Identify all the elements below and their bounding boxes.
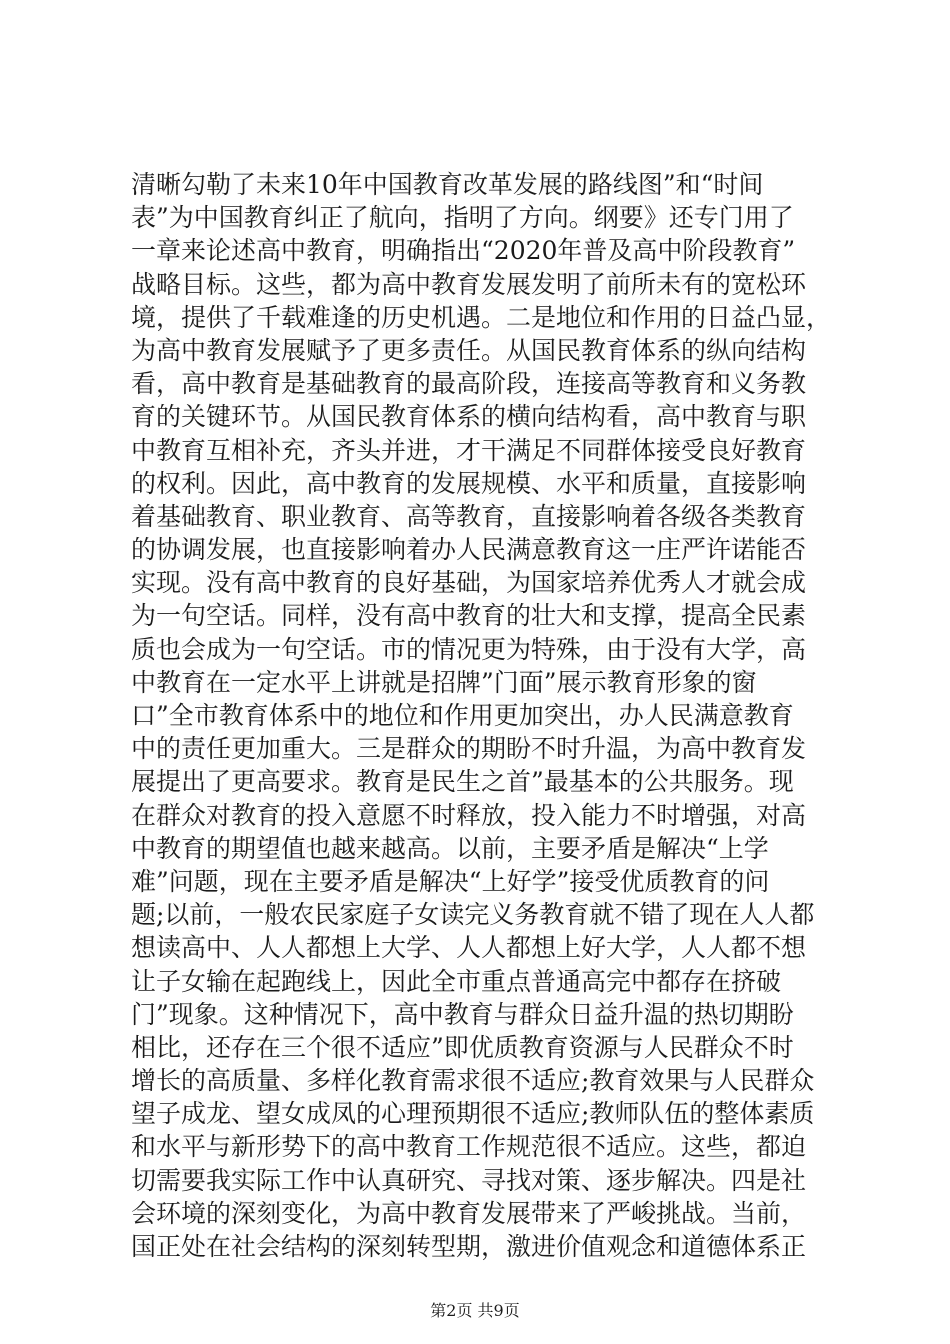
text-line: 着基础教育、职业教育、高等教育，直接影响着各级各类教育 (131, 501, 807, 531)
text-line: 中教育互相补充，齐头并进，才干满足不同群体接受良好教育 (131, 435, 807, 465)
text-line: 看，高中教育是基础教育的最高阶段，连接高等教育和义务教 (131, 369, 807, 399)
text-line: 境，提供了千载难逢的历史机遇。二是地位和作用的日益凸显， (131, 302, 832, 332)
text-line: 口”全市教育体系中的地位和作用更加突出，办人民满意教育 (131, 701, 794, 730)
text-line: 题;以前，一般农民家庭子女读完义务教育就不错了现在人人都 (131, 900, 815, 930)
text-line: 增长的高质量、多样化教育需求很不适应;教育效果与人民群众 (131, 1066, 815, 1096)
text-line: 门”现象。这种情况下，高中教育与群众日益升温的热切期盼 (131, 999, 794, 1029)
text-line: 相比，还存在三个很不适应”即优质教育资源与人民群众不时 (131, 1032, 794, 1062)
text-line: 育的关键环节。从国民教育体系的横向结构看，高中教育与职 (131, 402, 807, 432)
text-line: 切需要我实际工作中认真研究、寻找对策、逐步解决。四是社 (131, 1165, 807, 1195)
text-line: 质也会成为一句空话。市的情况更为特殊，由于没有大学，高 (131, 634, 807, 664)
page-footer: 第2页 共9页 (430, 1301, 520, 1320)
text-line: 国正处在社会结构的深刻转型期，激进价值观念和道德体系正 (131, 1232, 807, 1261)
text-line: 中教育在一定水平上讲就是招牌”门面”展示教育形象的窗 (131, 667, 757, 697)
text-line: 会环境的深刻变化，为高中教育发展带来了严峻挑战。当前， (131, 1198, 807, 1228)
text-line: 展提出了更高要求。教育是民生之首”最基本的公共服务。现 (131, 767, 794, 797)
text-line: 让子女输在起跑线上，因此全市重点普通高完中都存在挤破 (131, 966, 782, 996)
text-line: 和水平与新形势下的高中教育工作规范很不适应。这些，都迫 (131, 1132, 807, 1162)
text-line: 一章来论述高中教育，明确指出“2020年普及高中阶段教育” (131, 236, 796, 266)
text-line: 中的责任更加重大。三是群众的期盼不时升温，为高中教育发 (131, 734, 807, 764)
text-line: 的协调发展，也直接影响着办人民满意教育这一庄严许诺能否 (131, 535, 807, 565)
text-line: 难”问题，现在主要矛盾是解决“上好学”接受优质教育的问 (131, 866, 770, 896)
text-line: 表”为中国教育纠正了航向，指明了方向。纲要》还专门用了 (131, 203, 794, 233)
text-line: 实现。没有高中教育的良好基础，为国家培养优秀人才就会成 (131, 568, 807, 598)
text-line: 中教育的期望值也越来越高。以前，主要矛盾是解决“上学 (131, 833, 769, 863)
text-line: 为高中教育发展赋予了更多责任。从国民教育体系的纵向结构 (131, 335, 807, 365)
text-line: 战略目标。这些，都为高中教育发展发明了前所未有的宽松环 (131, 269, 807, 299)
text-line: 在群众对教育的投入意愿不时释放，投入能力不时增强，对高 (131, 800, 807, 830)
text-line: 望子成龙、望女成凤的心理预期很不适应;教师队伍的整体素质 (131, 1099, 815, 1129)
body-paragraph (131, 168, 831, 1263)
text-line: 想读高中、人人都想上大学、人人都想上好大学，人人都不想 (131, 933, 807, 963)
text-line: 为一句空话。同样，没有高中教育的壮大和支撑，提高全民素 (131, 601, 807, 631)
text-line: 的权利。因此，高中教育的发展规模、水平和质量，直接影响 (131, 468, 807, 498)
text-line: 清晰勾勒了未来10年中国教育改革发展的路线图”和“时间 (131, 170, 764, 199)
